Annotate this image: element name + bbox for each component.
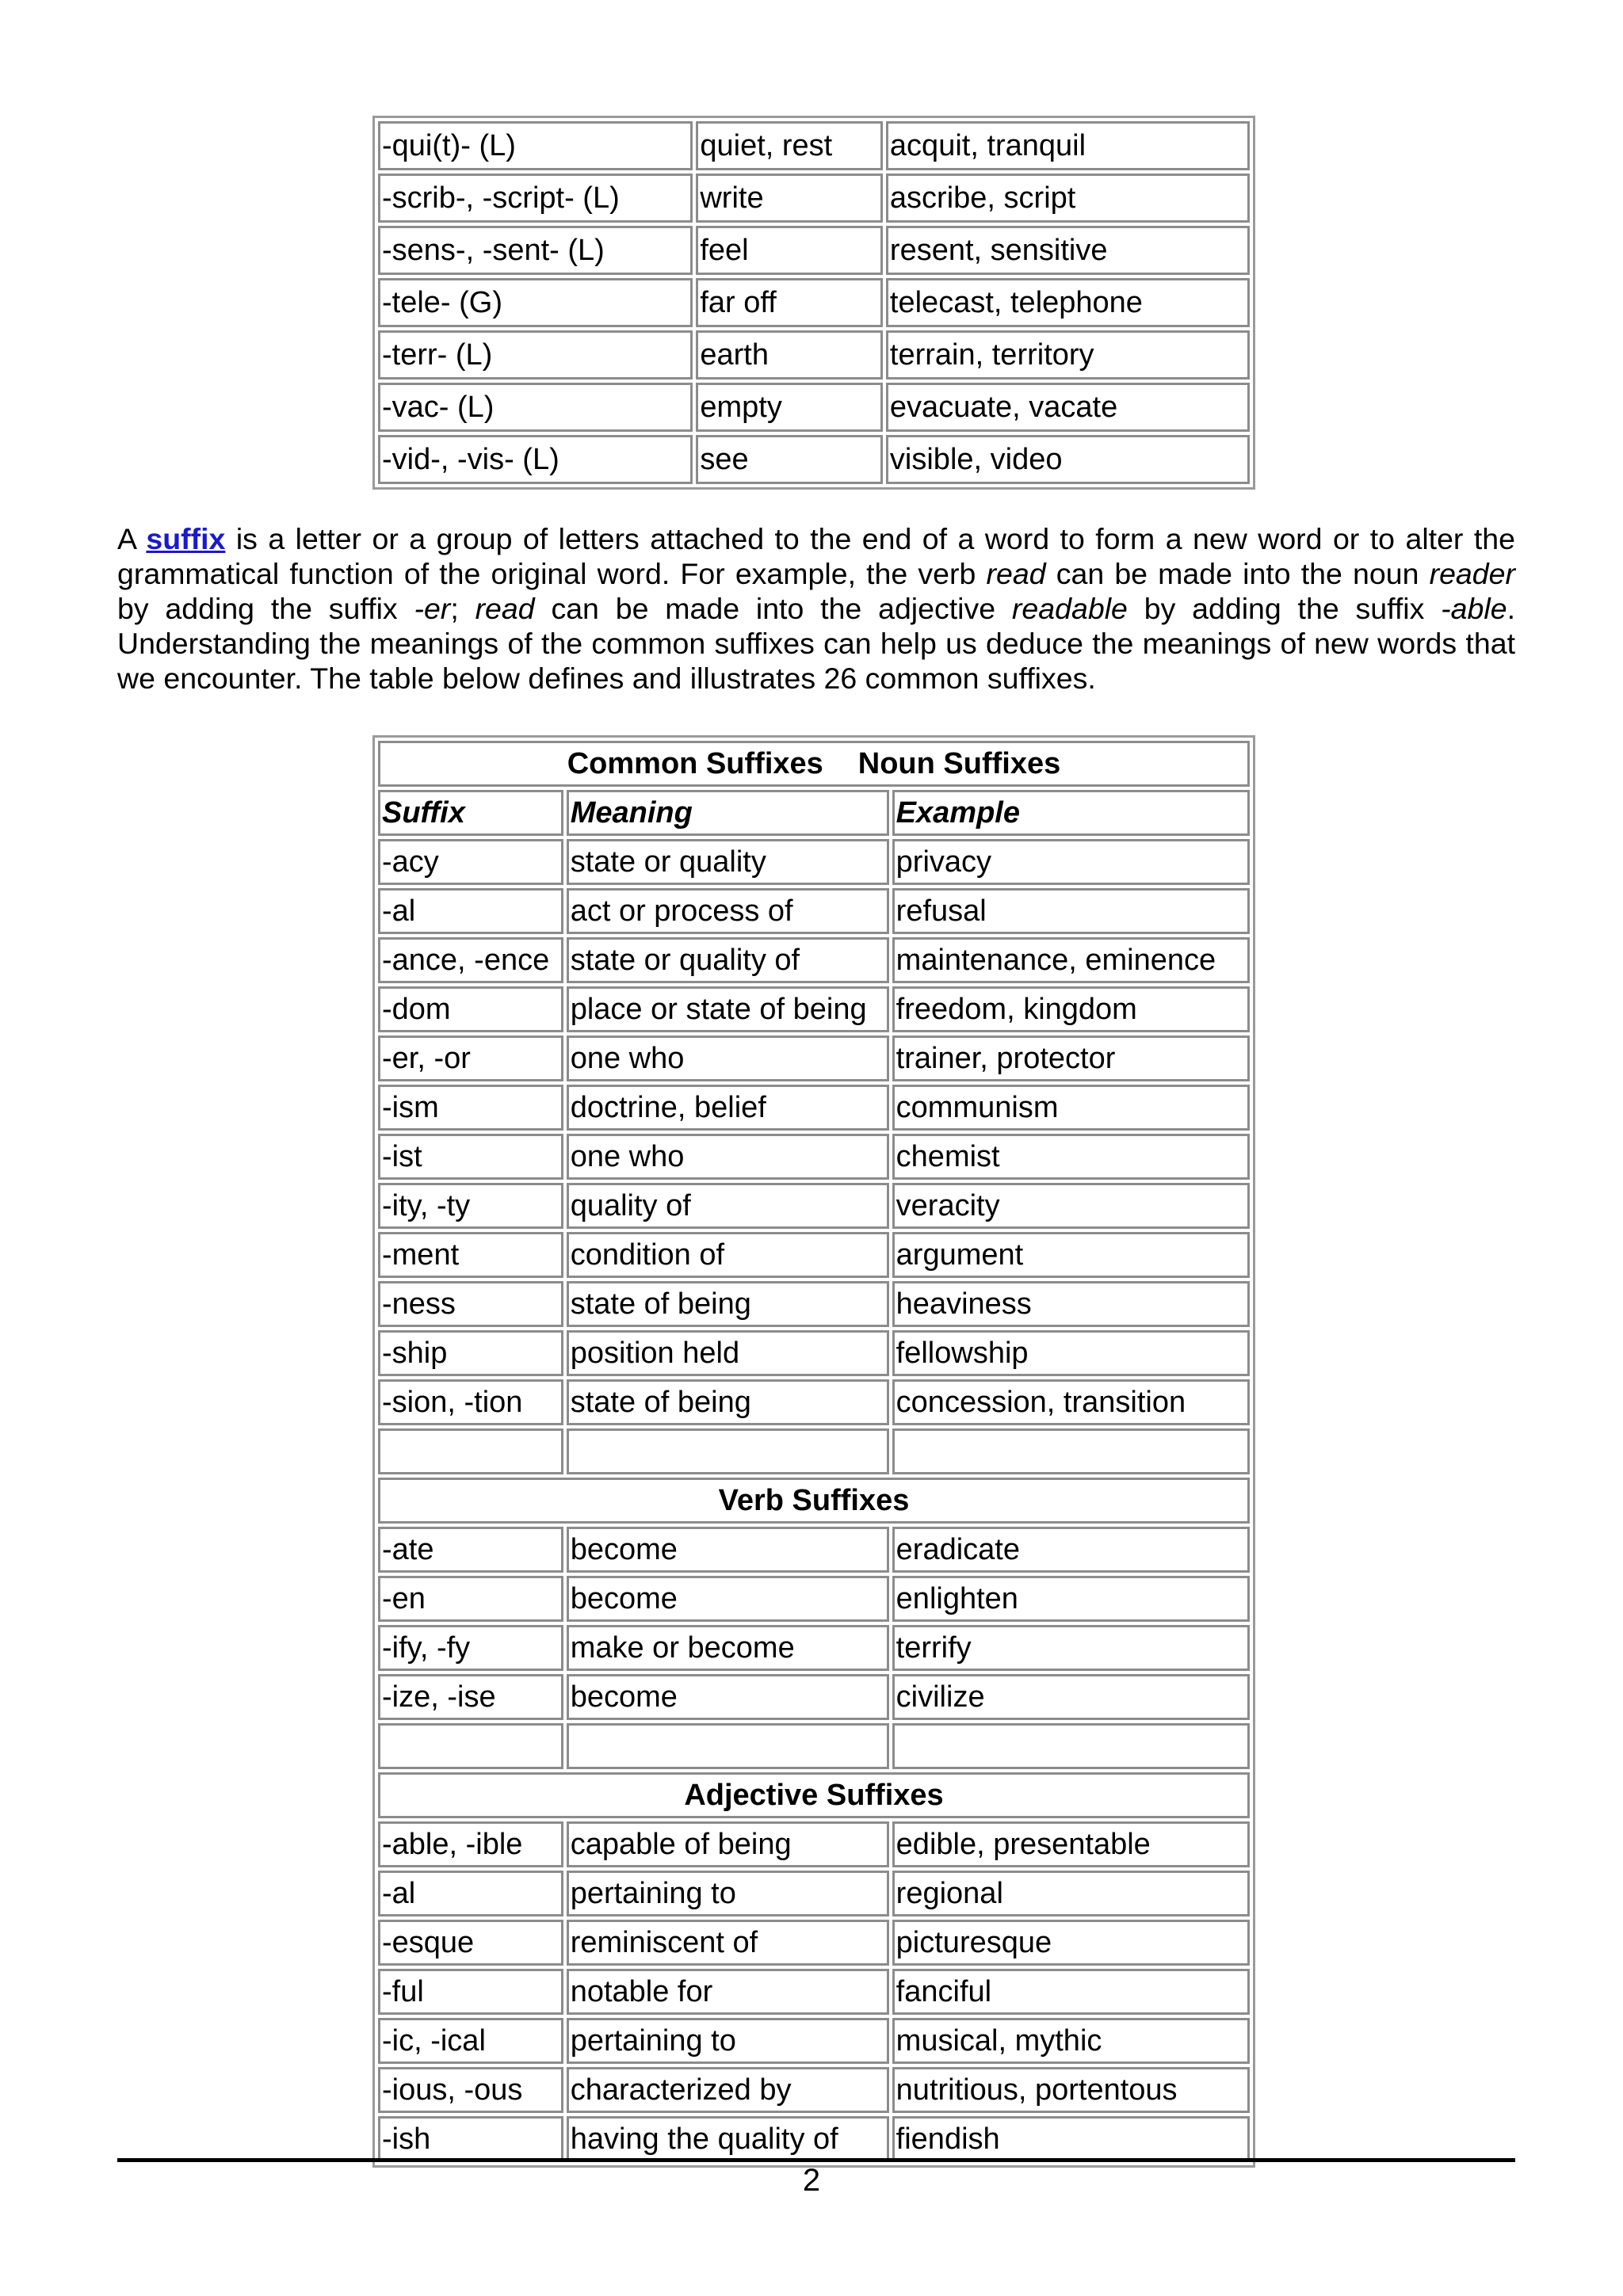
table-row: [378, 1134, 1250, 1180]
table-row: [378, 1085, 1250, 1131]
root-cell: -vac- (L): [378, 383, 693, 432]
meaning-cell: make or become: [567, 1625, 889, 1671]
meaning-cell: reminiscent of: [567, 1920, 889, 1966]
suffix-cell: -ness: [378, 1281, 563, 1327]
example-cell: refusal: [892, 888, 1250, 934]
example-cell: regional: [892, 1871, 1250, 1917]
suffix-cell: -sion, -tion: [378, 1379, 563, 1425]
example-word: readable: [1011, 592, 1128, 625]
empty-cell: [378, 1723, 563, 1769]
empty-cell: [892, 1428, 1250, 1474]
root-cell: -sens-, -sent- (L): [378, 226, 693, 275]
example-word: read: [986, 557, 1046, 590]
table-row: [378, 1576, 1250, 1622]
table-row: [378, 1330, 1250, 1376]
root-cell: -tele- (G): [378, 278, 693, 327]
suffix-cell: -ize, -ise: [378, 1674, 563, 1720]
example-cell: privacy: [892, 839, 1250, 885]
example-cell: terrain, territory: [886, 330, 1250, 379]
intro-text: A: [117, 522, 147, 555]
meaning-cell: position held: [567, 1330, 889, 1376]
table-row: [378, 1281, 1250, 1327]
intro-text: . Understanding the meanings of the common suffixes can help us deduce the meanings of new words that we encounter. The table below defines and illustrates 26 common suffixes.: [117, 592, 1515, 695]
meaning-cell: become: [567, 1576, 889, 1622]
table-row: [378, 1379, 1250, 1425]
suffix-cell: -en: [378, 1576, 563, 1622]
table-row: [378, 1871, 1250, 1917]
example-cell: fiendish: [892, 2116, 1250, 2162]
intro-text: by adding the suffix: [1127, 592, 1442, 625]
table-row: [378, 1969, 1250, 2015]
suffix-cell: -ist: [378, 1134, 563, 1180]
example-header: Example: [892, 790, 1250, 836]
meaning-cell: feel: [696, 226, 883, 275]
example-cell: telecast, telephone: [886, 278, 1250, 327]
noun-suffixes-heading: Noun Suffixes: [857, 747, 1061, 780]
meaning-cell: capable of being: [567, 1821, 889, 1867]
meaning-header: Meaning: [567, 790, 889, 836]
example-cell: musical, mythic: [892, 2018, 1250, 2064]
table-row: [378, 1674, 1250, 1720]
footer-rule: [117, 2158, 1515, 2162]
column-header-row: [378, 790, 1250, 836]
example-cell: terrify: [892, 1625, 1250, 1671]
table-row: [378, 1625, 1250, 1671]
intro-text: ;: [450, 592, 475, 625]
example-cell: acquit, tranquil: [886, 121, 1250, 170]
table-row: [378, 839, 1250, 885]
meaning-cell: earth: [696, 330, 883, 379]
suffix-cell: -ious, -ous: [378, 2067, 563, 2113]
suffix-cell: -al: [378, 888, 563, 934]
table-row: [378, 986, 1250, 1032]
example-suffix: -able: [1441, 592, 1507, 625]
suffix-cell: -ate: [378, 1527, 563, 1573]
table-row: [378, 1232, 1250, 1278]
common-suffixes-table: [372, 735, 1255, 2168]
meaning-cell: far off: [696, 278, 883, 327]
suffix-header: Suffix: [378, 790, 563, 836]
root-cell: -qui(t)- (L): [378, 121, 693, 170]
example-cell: concession, transition: [892, 1379, 1250, 1425]
root-cell: -terr- (L): [378, 330, 693, 379]
suffix-intro-paragraph: [117, 521, 1515, 696]
meaning-cell: characterized by: [567, 2067, 889, 2113]
example-cell: visible, video: [886, 435, 1250, 484]
example-cell: edible, presentable: [892, 1821, 1250, 1867]
example-cell: communism: [892, 1085, 1250, 1131]
example-cell: maintenance, eminence: [892, 937, 1250, 983]
suffix-cell: -al: [378, 1871, 563, 1917]
example-cell: chemist: [892, 1134, 1250, 1180]
example-cell: veracity: [892, 1183, 1250, 1229]
example-cell: ascribe, script: [886, 174, 1250, 223]
meaning-cell: condition of: [567, 1232, 889, 1278]
meaning-cell: doctrine, belief: [567, 1085, 889, 1131]
meaning-cell: notable for: [567, 1969, 889, 2015]
meaning-cell: state of being: [567, 1281, 889, 1327]
example-cell: fanciful: [892, 1969, 1250, 2015]
adjective-suffixes-heading: [378, 1772, 1250, 1818]
example-cell: nutritious, portentous: [892, 2067, 1250, 2113]
intro-text: can be made into the adjective: [534, 592, 1012, 625]
common-suffixes-table-body: [378, 741, 1250, 2162]
example-cell: heaviness: [892, 1281, 1250, 1327]
table-row: [378, 937, 1250, 983]
meaning-cell: empty: [696, 383, 883, 432]
table-row: [378, 330, 1250, 379]
meaning-cell: having the quality of: [567, 2116, 889, 2162]
example-cell: fellowship: [892, 1330, 1250, 1376]
suffix-cell: -ic, -ical: [378, 2018, 563, 2064]
meaning-cell: act or process of: [567, 888, 889, 934]
page-number: 2: [802, 2163, 821, 2198]
word-roots-table: [372, 116, 1255, 490]
example-suffix: -er: [414, 592, 451, 625]
table-row: [378, 2067, 1250, 2113]
adjective-suffixes-heading-cell: Adjective Suffixes: [378, 1772, 1250, 1818]
meaning-cell: quality of: [567, 1183, 889, 1229]
table-row: [378, 121, 1250, 170]
example-cell: civilize: [892, 1674, 1250, 1720]
example-cell: freedom, kingdom: [892, 986, 1250, 1032]
suffix-cell: -esque: [378, 1920, 563, 1966]
table-row: [378, 435, 1250, 484]
suffix-cell: -ship: [378, 1330, 563, 1376]
table-row: [378, 1527, 1250, 1573]
meaning-cell: become: [567, 1674, 889, 1720]
suffix-cell: -ify, -fy: [378, 1625, 563, 1671]
example-word: reader: [1429, 557, 1515, 590]
empty-cell: [567, 1428, 889, 1474]
example-cell: enlighten: [892, 1576, 1250, 1622]
empty-cell: [567, 1723, 889, 1769]
suffix-cell: -ism: [378, 1085, 563, 1131]
root-cell: -vid-, -vis- (L): [378, 435, 693, 484]
suffix-cell: -ish: [378, 2116, 563, 2162]
suffix-cell: -able, -ible: [378, 1821, 563, 1867]
meaning-cell: state or quality: [567, 839, 889, 885]
meaning-cell: write: [696, 174, 883, 223]
meaning-cell: pertaining to: [567, 1871, 889, 1917]
table-row: [378, 1183, 1250, 1229]
table-row: [378, 278, 1250, 327]
table-title-cell: [378, 741, 1250, 787]
intro-text: is a letter or a group of letters attached to the end of a word to form a new word or to alter the grammatical function of the original word. For example, the verb: [117, 522, 1515, 590]
spacer-row: [378, 1428, 1250, 1474]
empty-cell: [378, 1428, 563, 1474]
suffix-cell: -acy: [378, 839, 563, 885]
table-row: [378, 383, 1250, 432]
verb-suffixes-heading: [378, 1478, 1250, 1524]
example-cell: argument: [892, 1232, 1250, 1278]
suffix-cell: -ity, -ty: [378, 1183, 563, 1229]
verb-suffixes-heading-cell: Verb Suffixes: [378, 1478, 1250, 1524]
meaning-cell: quiet, rest: [696, 121, 883, 170]
table-title: Common Suffixes: [567, 747, 823, 780]
example-cell: picturesque: [892, 1920, 1250, 1966]
suffix-cell: -ment: [378, 1232, 563, 1278]
example-cell: trainer, protector: [892, 1035, 1250, 1081]
root-cell: -scrib-, -script- (L): [378, 174, 693, 223]
meaning-cell: pertaining to: [567, 2018, 889, 2064]
example-cell: evacuate, vacate: [886, 383, 1250, 432]
example-cell: resent, sensitive: [886, 226, 1250, 275]
table-title-row: [378, 741, 1250, 787]
word-roots-table-body: [378, 121, 1250, 484]
table-row: [378, 226, 1250, 275]
suffix-cell: -er, -or: [378, 1035, 563, 1081]
meaning-cell: one who: [567, 1035, 889, 1081]
suffix-cell: -ful: [378, 1969, 563, 2015]
table-row: [378, 2018, 1250, 2064]
example-word: read: [475, 592, 535, 625]
meaning-cell: place or state of being: [567, 986, 889, 1032]
meaning-cell: see: [696, 435, 883, 484]
meaning-cell: state or quality of: [567, 937, 889, 983]
example-cell: eradicate: [892, 1527, 1250, 1573]
table-row: [378, 2116, 1250, 2162]
table-row: [378, 1821, 1250, 1867]
table-row: [378, 174, 1250, 223]
table-row: [378, 888, 1250, 934]
intro-text: can be made into the noun: [1045, 557, 1430, 590]
meaning-cell: become: [567, 1527, 889, 1573]
table-row: [378, 1920, 1250, 1966]
intro-text: by adding the suffix: [117, 592, 414, 625]
suffix-cell: -dom: [378, 986, 563, 1032]
spacer-row: [378, 1723, 1250, 1769]
suffix-cell: -ance, -ence: [378, 937, 563, 983]
meaning-cell: state of being: [567, 1379, 889, 1425]
meaning-cell: one who: [567, 1134, 889, 1180]
suffix-link[interactable]: suffix: [146, 522, 226, 555]
table-row: [378, 1035, 1250, 1081]
empty-cell: [892, 1723, 1250, 1769]
